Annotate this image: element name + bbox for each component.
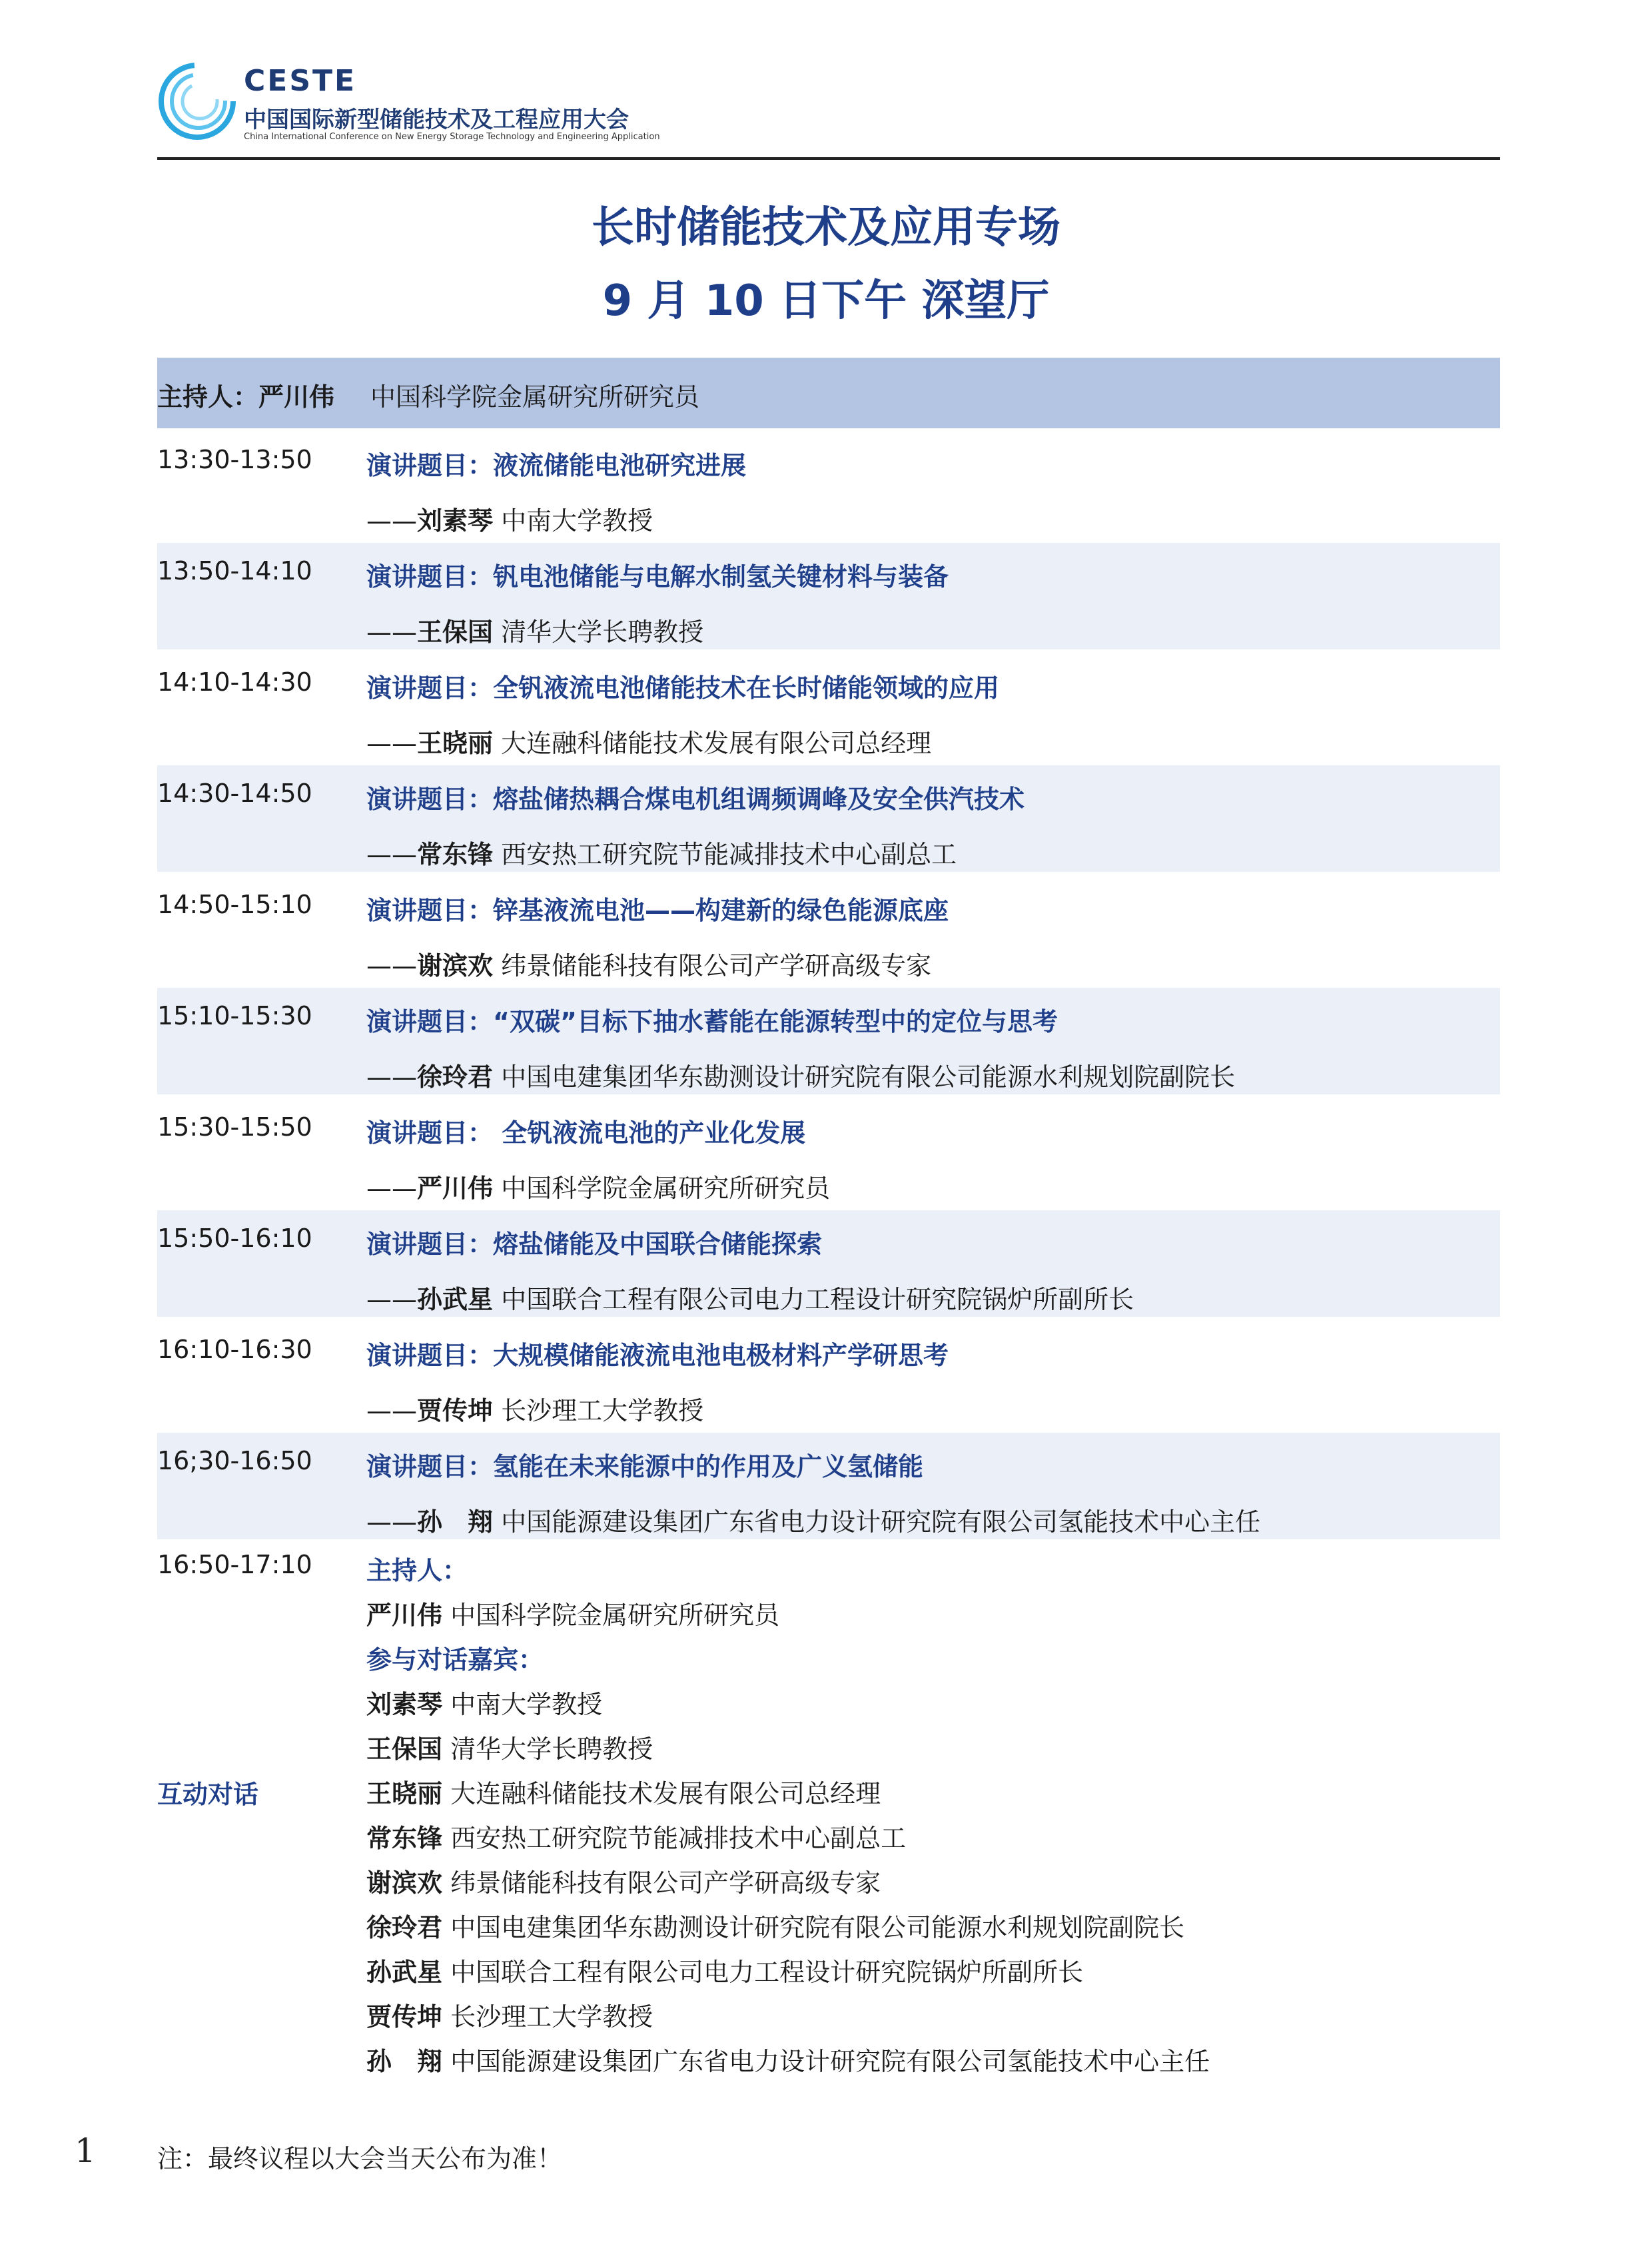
session-topic: 演讲题目：熔盐储热耦合煤电机组调频调峰及安全供汽技术 xyxy=(366,785,1025,814)
guest-affiliation: 长沙理工大学教授 xyxy=(450,2002,653,2032)
speaker-affiliation: 中国能源建设集团广东省电力设计研究院有限公司氢能技术中心主任 xyxy=(501,1507,1261,1537)
guest-affiliation: 清华大学长聘教授 xyxy=(450,1734,653,1764)
panel-host xyxy=(366,1595,779,1631)
dash: —— xyxy=(366,840,417,869)
panel-host-name: 严川伟 xyxy=(366,1601,443,1630)
host-affiliation: 中国科学院金属研究所研究员 xyxy=(370,382,700,412)
agenda-row xyxy=(157,654,1500,761)
dash: —— xyxy=(366,1062,417,1092)
speaker-affiliation: 中国电建集团华东勘测设计研究院有限公司能源水利规划院副院长 xyxy=(501,1062,1236,1092)
panel-guest xyxy=(366,1862,881,1899)
session-topic: 演讲题目： 全钒液流电池的产业化发展 xyxy=(366,1118,806,1148)
session-topic: 演讲题目：氢能在未来能源中的作用及广义氢储能 xyxy=(366,1452,924,1481)
guest-name: 谢滨欢 xyxy=(366,1868,443,1898)
session-topic: 演讲题目：全钒液流电池储能技术在长时储能领域的应用 xyxy=(366,673,1000,703)
session-time: 15:30-15:50 xyxy=(157,1112,312,1142)
guest-affiliation: 大连融科储能技术发展有限公司总经理 xyxy=(450,1779,881,1808)
agenda-row xyxy=(157,432,1500,538)
session-time: 16:10-16:30 xyxy=(157,1335,312,1364)
speaker-affiliation: 大连融科储能技术发展有限公司总经理 xyxy=(501,729,932,758)
agenda-row xyxy=(157,1433,1500,1539)
speaker-affiliation: 中国联合工程有限公司电力工程设计研究院锅炉所副所长 xyxy=(501,1285,1134,1314)
guest-name: 王保国 xyxy=(366,1734,443,1764)
session-time: 13:30-13:50 xyxy=(157,445,312,474)
header-divider xyxy=(157,157,1500,160)
session-topic: 演讲题目：液流储能电池研究进展 xyxy=(366,451,747,480)
agenda-row xyxy=(157,543,1500,649)
footer-note: 注：最终议程以大会当天公布为准！ xyxy=(157,2144,563,2173)
session-topic: 演讲题目：钒电池储能与电解水制氢关键材料与装备 xyxy=(366,562,949,591)
session-speaker xyxy=(366,1279,1134,1315)
session-time: 13:50-14:10 xyxy=(157,556,312,585)
speaker-name: 孙 翔 xyxy=(417,1507,494,1537)
speaker-name: 常东锋 xyxy=(417,840,494,869)
session-time: 14:30-14:50 xyxy=(157,779,312,808)
agenda-row xyxy=(157,1321,1500,1428)
panel-host-label: 主持人： xyxy=(366,1556,468,1585)
panel-guest xyxy=(366,1952,1083,1988)
panel-guest xyxy=(366,1996,653,2033)
speaker-name: 孙武星 xyxy=(417,1285,494,1314)
agenda-row xyxy=(157,1099,1500,1206)
guest-affiliation: 西安热工研究院节能减排技术中心副总工 xyxy=(450,1824,907,1853)
speaker-name: 徐玲君 xyxy=(417,1062,494,1092)
guest-affiliation: 纬景储能科技有限公司产学研高级专家 xyxy=(450,1868,881,1898)
panel-label: 互动对话 xyxy=(157,1780,259,1809)
host-bar xyxy=(157,358,1500,428)
panel-guest xyxy=(366,1684,602,1720)
dash: —— xyxy=(366,1174,417,1203)
guest-affiliation: 中国能源建设集团广东省电力设计研究院有限公司氢能技术中心主任 xyxy=(450,2047,1210,2076)
guest-name: 孙 翔 xyxy=(366,2047,443,2076)
speaker-name: 王保国 xyxy=(417,617,494,647)
speaker-affiliation: 清华大学长聘教授 xyxy=(501,617,704,647)
logo-abbreviation: CESTE xyxy=(244,64,357,98)
panel-guest xyxy=(366,1728,653,1765)
session-speaker xyxy=(366,1501,1260,1538)
session-time: 15:50-16:10 xyxy=(157,1224,312,1253)
page-number: 1 xyxy=(75,2131,96,2170)
session-time: 14:10-14:30 xyxy=(157,667,312,697)
panel-guest xyxy=(366,1907,1184,1944)
agenda-row xyxy=(157,877,1500,983)
guest-name: 刘素琴 xyxy=(366,1690,443,1719)
agenda-row xyxy=(157,765,1500,872)
panel-discussion xyxy=(157,1543,1500,2076)
session-speaker xyxy=(366,500,653,537)
session-time: 16;30-16:50 xyxy=(157,1446,312,1475)
session-speaker xyxy=(366,834,957,871)
speaker-name: 谢滨欢 xyxy=(417,951,494,980)
panel-host-affiliation: 中国科学院金属研究所研究员 xyxy=(450,1601,780,1630)
dash: —— xyxy=(366,1507,417,1537)
session-date-venue: 9 月 10 日下午 深望厅 xyxy=(602,276,1050,326)
speaker-name: 王晓丽 xyxy=(417,729,494,758)
session-topic: 演讲题目：大规模储能液流电池电极材料产学研思考 xyxy=(366,1341,949,1370)
dash: —— xyxy=(366,729,417,758)
guest-name: 孙武星 xyxy=(366,1958,443,1987)
guest-name: 徐玲君 xyxy=(366,1913,443,1942)
panel-guest xyxy=(366,2041,1210,2077)
session-topic: 演讲题目：熔盐储能及中国联合储能探索 xyxy=(366,1230,823,1259)
guest-affiliation: 中南大学教授 xyxy=(450,1690,603,1719)
session-speaker xyxy=(366,1390,703,1427)
conference-header xyxy=(157,61,837,148)
dash: —— xyxy=(366,506,417,536)
dash: —— xyxy=(366,951,417,980)
panel-guest xyxy=(366,1773,881,1810)
session-speaker xyxy=(366,611,703,648)
speaker-affiliation: 长沙理工大学教授 xyxy=(501,1396,704,1425)
session-speaker xyxy=(366,1056,1235,1093)
panel-guests-label: 参与对话嘉宾： xyxy=(366,1645,544,1675)
conference-name-cn: 中国国际新型储能技术及工程应用大会 xyxy=(244,107,629,133)
agenda-row xyxy=(157,1210,1500,1317)
session-speaker xyxy=(366,723,931,759)
panel-time: 16:50-17:10 xyxy=(157,1550,312,1579)
panel-guest xyxy=(366,1818,906,1854)
speaker-affiliation: 纬景储能科技有限公司产学研高级专家 xyxy=(501,951,932,980)
dash: —— xyxy=(366,1396,417,1425)
guest-name: 王晓丽 xyxy=(366,1779,443,1808)
guest-name: 贾传坤 xyxy=(366,2002,443,2032)
session-speaker xyxy=(366,945,931,982)
guest-affiliation: 中国电建集团华东勘测设计研究院有限公司能源水利规划院副院长 xyxy=(450,1913,1185,1942)
guest-name: 常东锋 xyxy=(366,1824,443,1853)
speaker-name: 严川伟 xyxy=(417,1174,494,1203)
session-time: 14:50-15:10 xyxy=(157,890,312,919)
speaker-affiliation: 中南大学教授 xyxy=(501,506,653,536)
session-topic: 演讲题目：锌基液流电池——构建新的绿色能源底座 xyxy=(366,896,949,925)
dash: —— xyxy=(366,1285,417,1314)
page-title: 长时储能技术及应用专场 xyxy=(592,203,1060,252)
speaker-name: 贾传坤 xyxy=(417,1396,494,1425)
session-time: 15:10-15:30 xyxy=(157,1001,312,1030)
speaker-affiliation: 西安热工研究院节能减排技术中心副总工 xyxy=(501,840,957,869)
session-topic: 演讲题目：“双碳”目标下抽水蓄能在能源转型中的定位与思考 xyxy=(366,1007,1058,1036)
guest-affiliation: 中国联合工程有限公司电力工程设计研究院锅炉所副所长 xyxy=(450,1958,1084,1987)
conference-logo-icon xyxy=(157,61,237,141)
agenda-row xyxy=(157,988,1500,1094)
dash: —— xyxy=(366,617,417,647)
host-label: 主持人：严川伟 xyxy=(157,382,335,412)
speaker-affiliation: 中国科学院金属研究所研究员 xyxy=(501,1174,831,1203)
conference-name-en: China International Conference on New Energy Storage Technology and Engineering Application xyxy=(244,132,660,142)
speaker-name: 刘素琴 xyxy=(417,506,494,536)
session-speaker xyxy=(366,1168,830,1204)
